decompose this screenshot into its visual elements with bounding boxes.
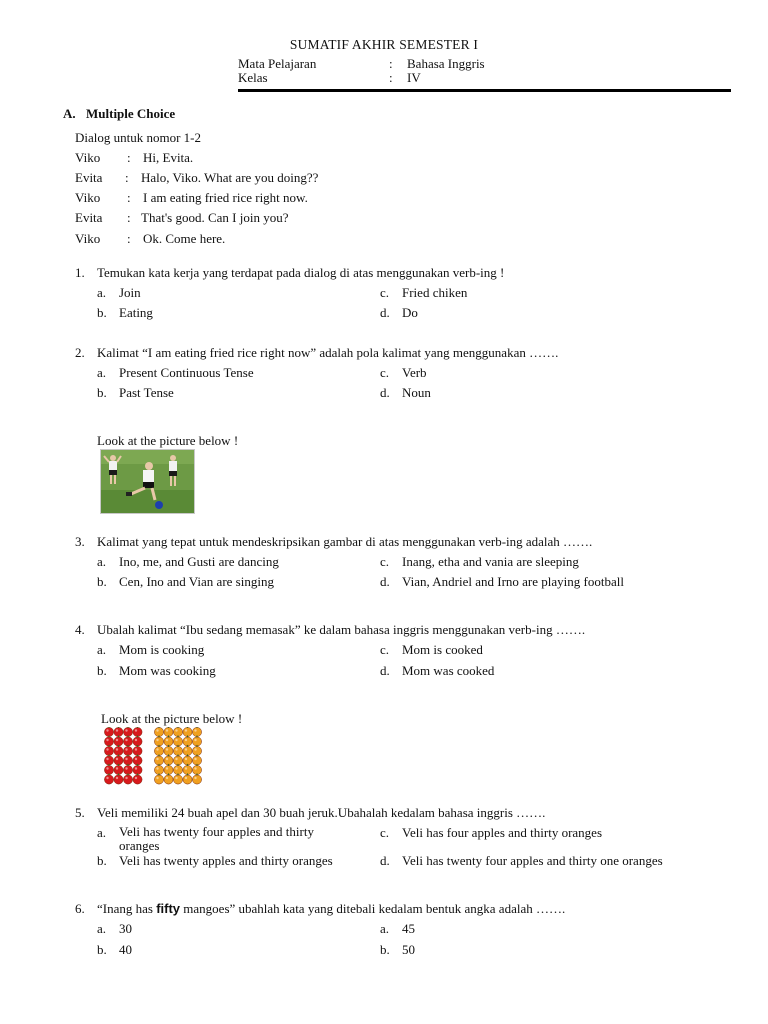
option-letter: b.	[97, 574, 107, 589]
option-text: Veli has twenty four apples and thirty oranges	[119, 824, 314, 853]
orange-icon	[183, 735, 192, 746]
dialog-sep: :	[127, 210, 131, 225]
question-number: 2.	[75, 345, 85, 360]
orange-icon	[192, 764, 201, 775]
question-text-post: mangoes” ubahlah kata yang ditebali kedalam bentuk angka adalah …….	[180, 901, 566, 916]
orange-icon	[154, 735, 163, 746]
dialog-text: Ok. Come here.	[143, 231, 226, 246]
section-title: Multiple Choice	[86, 106, 176, 121]
option-letter: b.	[97, 663, 107, 678]
option-b[interactable]	[97, 574, 274, 589]
option-text: Mom is cooking	[119, 642, 205, 657]
question-text-pre: “Inang has	[97, 901, 157, 916]
dialog-speaker: Viko	[75, 190, 101, 205]
orange-icon	[154, 754, 163, 765]
orange-icon	[192, 773, 201, 784]
apple-icon	[123, 764, 132, 775]
apple-icon	[123, 727, 132, 737]
option-text: Mom was cooked	[402, 663, 495, 678]
apple-icon	[114, 754, 123, 765]
option-letter: c.	[380, 365, 390, 380]
page-title: SUMATIF AKHIR SEMESTER I	[289, 37, 479, 52]
option-letter: d.	[380, 305, 390, 320]
option-letter: b.	[97, 942, 107, 957]
apple-icon	[114, 745, 123, 756]
question-text: Kalimat “I am eating fried rice right now” adalah pola kalimat yang menggunakan …….	[97, 345, 559, 360]
look-label: Look at the picture below !	[97, 433, 239, 448]
question-text: Ubalah kalimat “Ibu sedang memasak” ke dalam bahasa inggris menggunakan verb-ing …….	[97, 622, 586, 637]
option-letter: b.	[97, 853, 107, 868]
football-illustration	[101, 450, 194, 513]
apple-icon	[123, 735, 132, 746]
orange-icon	[183, 773, 192, 784]
option-letter: d.	[380, 853, 390, 868]
dialog-sep: :	[127, 150, 131, 165]
option-text: Do	[402, 305, 418, 320]
apple-icon	[123, 773, 132, 784]
option-b[interactable]	[97, 942, 132, 957]
subject-value: Bahasa Inggris	[407, 56, 485, 71]
question-number: 6.	[75, 901, 85, 916]
apple-icon	[133, 727, 142, 737]
dialog-speaker: Viko	[75, 150, 101, 165]
option-text: Mom is cooked	[402, 642, 483, 657]
question-number: 4.	[75, 622, 85, 637]
option-c[interactable]	[380, 285, 467, 300]
orange-icon	[154, 745, 163, 756]
option-letter: c.	[380, 554, 390, 569]
orange-icon	[173, 745, 182, 756]
dialog-text: I am eating fried rice right now.	[143, 190, 308, 205]
orange-icon	[192, 754, 201, 765]
apple-icon	[123, 745, 132, 756]
option-b[interactable]	[97, 853, 334, 868]
subject-sep: :	[389, 56, 393, 71]
option-letter: a.	[380, 921, 390, 936]
option-text: 30	[119, 921, 132, 936]
apple-icon	[114, 735, 123, 746]
option-text: 50	[402, 942, 415, 957]
question-text-bold: fifty	[156, 901, 181, 916]
apple-icon	[104, 754, 113, 765]
option-text: 45	[402, 921, 415, 936]
option-text: Vian, Andriel and Irno are playing football	[402, 574, 624, 589]
orange-icon	[164, 764, 173, 775]
orange-icon	[192, 727, 201, 737]
orange-icon	[164, 773, 173, 784]
apple-icon	[114, 727, 123, 737]
question-text: Veli memiliki 24 buah apel dan 30 buah jeruk.Ubahalah kedalam bahasa inggris …….	[97, 805, 546, 820]
option-letter: b.	[380, 942, 390, 957]
apple-icon	[104, 773, 113, 784]
option-text: Veli has twenty apples and thirty oranges	[119, 853, 333, 868]
option-text: Mom was cooking	[119, 663, 216, 678]
option-text: Cen, Ino and Vian are singing	[119, 574, 274, 589]
option-text: Join	[119, 285, 141, 300]
orange-icon	[164, 745, 173, 756]
option-letter: a.	[97, 921, 107, 936]
orange-icon	[164, 727, 173, 737]
option-a[interactable]	[97, 554, 279, 569]
option-a[interactable]	[97, 285, 141, 300]
option-b[interactable]	[97, 385, 174, 400]
question-number: 3.	[75, 534, 85, 549]
option-a[interactable]	[97, 825, 349, 853]
section-letter: A.	[63, 106, 76, 121]
option-c[interactable]	[380, 554, 579, 569]
orange-icon	[154, 764, 163, 775]
fruit-picture	[104, 727, 224, 785]
question-text	[97, 901, 565, 916]
subject-label: Mata Pelajaran	[238, 56, 317, 71]
look-label: Look at the picture below !	[101, 711, 243, 726]
option-text: Veli has twenty four apples and thirty one oranges	[402, 853, 663, 868]
option-a[interactable]	[97, 365, 254, 380]
orange-icon	[164, 735, 173, 746]
option-letter: c.	[380, 642, 390, 657]
question-text: Kalimat yang tepat untuk mendeskripsikan gambar di atas menggunakan verb-ing adalah …….	[97, 534, 593, 549]
dialog-text: That's good. Can I join you?	[141, 210, 289, 225]
orange-icon	[173, 727, 182, 737]
apple-icon	[104, 735, 113, 746]
option-letter: c.	[380, 825, 390, 840]
orange-icon	[183, 754, 192, 765]
option-c[interactable]	[380, 642, 483, 657]
option-letter: a.	[97, 365, 107, 380]
apple-icon	[114, 764, 123, 775]
option-d[interactable]	[380, 385, 431, 400]
option-text: Verb	[402, 365, 427, 380]
dialog-sep: :	[125, 170, 129, 185]
class-value: IV	[407, 70, 421, 85]
option-b[interactable]	[97, 663, 216, 678]
apple-icon	[114, 773, 123, 784]
orange-icon	[183, 764, 192, 775]
option-letter: d.	[380, 663, 390, 678]
dialog-sep: :	[127, 231, 131, 246]
orange-icon	[183, 745, 192, 756]
dialog-speaker: Viko	[75, 231, 101, 246]
question-number: 5.	[75, 805, 85, 820]
option-letter: b.	[97, 385, 107, 400]
dialog-speaker: Evita	[75, 170, 103, 185]
question-text: Temukan kata kerja yang terdapat pada dialog di atas menggunakan verb-ing !	[97, 265, 505, 280]
option-text: 40	[119, 942, 132, 957]
apple-icon	[133, 773, 142, 784]
option-letter: d.	[380, 385, 390, 400]
option-a[interactable]	[97, 642, 204, 657]
fruit-illustration	[104, 727, 224, 785]
apple-icon	[133, 735, 142, 746]
option-d[interactable]	[380, 663, 494, 678]
option-letter: b.	[97, 305, 107, 320]
apple-icon	[133, 754, 142, 765]
orange-icon	[192, 735, 201, 746]
option-c[interactable]	[380, 825, 602, 840]
option-d[interactable]	[380, 305, 418, 320]
option-letter: a.	[97, 285, 107, 300]
orange-icon	[183, 727, 192, 737]
option-text: Noun	[402, 385, 431, 400]
option-d[interactable]	[380, 853, 667, 868]
orange-icon	[173, 773, 182, 784]
class-label: Kelas	[238, 70, 268, 85]
option-letter: a.	[97, 554, 107, 569]
apple-icon	[104, 764, 113, 775]
header-rule	[238, 89, 731, 92]
option-text: Inang, etha and vania are sleeping	[402, 554, 579, 569]
orange-icon	[154, 773, 163, 784]
option-text: Veli has four apples and thirty oranges	[402, 825, 603, 840]
orange-icon	[173, 754, 182, 765]
option-letter: c.	[380, 285, 390, 300]
option-text: Past Tense	[119, 385, 174, 400]
option-d[interactable]	[380, 574, 624, 589]
apple-icon	[133, 764, 142, 775]
orange-icon	[173, 764, 182, 775]
option-text: Present Continuous Tense	[119, 365, 254, 380]
option-d[interactable]	[380, 942, 415, 957]
dialog-intro: Dialog untuk nomor 1-2	[75, 130, 202, 145]
apple-icon	[133, 745, 142, 756]
dialog-text: Hi, Evita.	[143, 150, 194, 165]
option-text: Eating	[119, 305, 153, 320]
apple-icon	[123, 754, 132, 765]
dialog-text: Halo, Viko. What are you doing??	[141, 170, 319, 185]
option-letter: a.	[97, 642, 107, 657]
option-c[interactable]	[380, 921, 415, 936]
apple-icon	[104, 727, 113, 737]
option-text: Ino, me, and Gusti are dancing	[119, 554, 279, 569]
orange-icon	[192, 745, 201, 756]
orange-icon	[173, 735, 182, 746]
dialog-speaker: Evita	[75, 210, 103, 225]
option-text: Fried chiken	[402, 285, 468, 300]
orange-icon	[164, 754, 173, 765]
football-picture	[100, 449, 195, 514]
option-b[interactable]	[97, 305, 153, 320]
orange-icon	[154, 727, 163, 737]
option-a[interactable]	[97, 921, 132, 936]
dialog-sep: :	[127, 190, 131, 205]
class-sep: :	[389, 70, 393, 85]
option-letter: d.	[380, 574, 390, 589]
option-c[interactable]	[380, 365, 427, 380]
option-letter: a.	[97, 825, 107, 840]
apple-icon	[104, 745, 113, 756]
question-number: 1.	[75, 265, 85, 280]
